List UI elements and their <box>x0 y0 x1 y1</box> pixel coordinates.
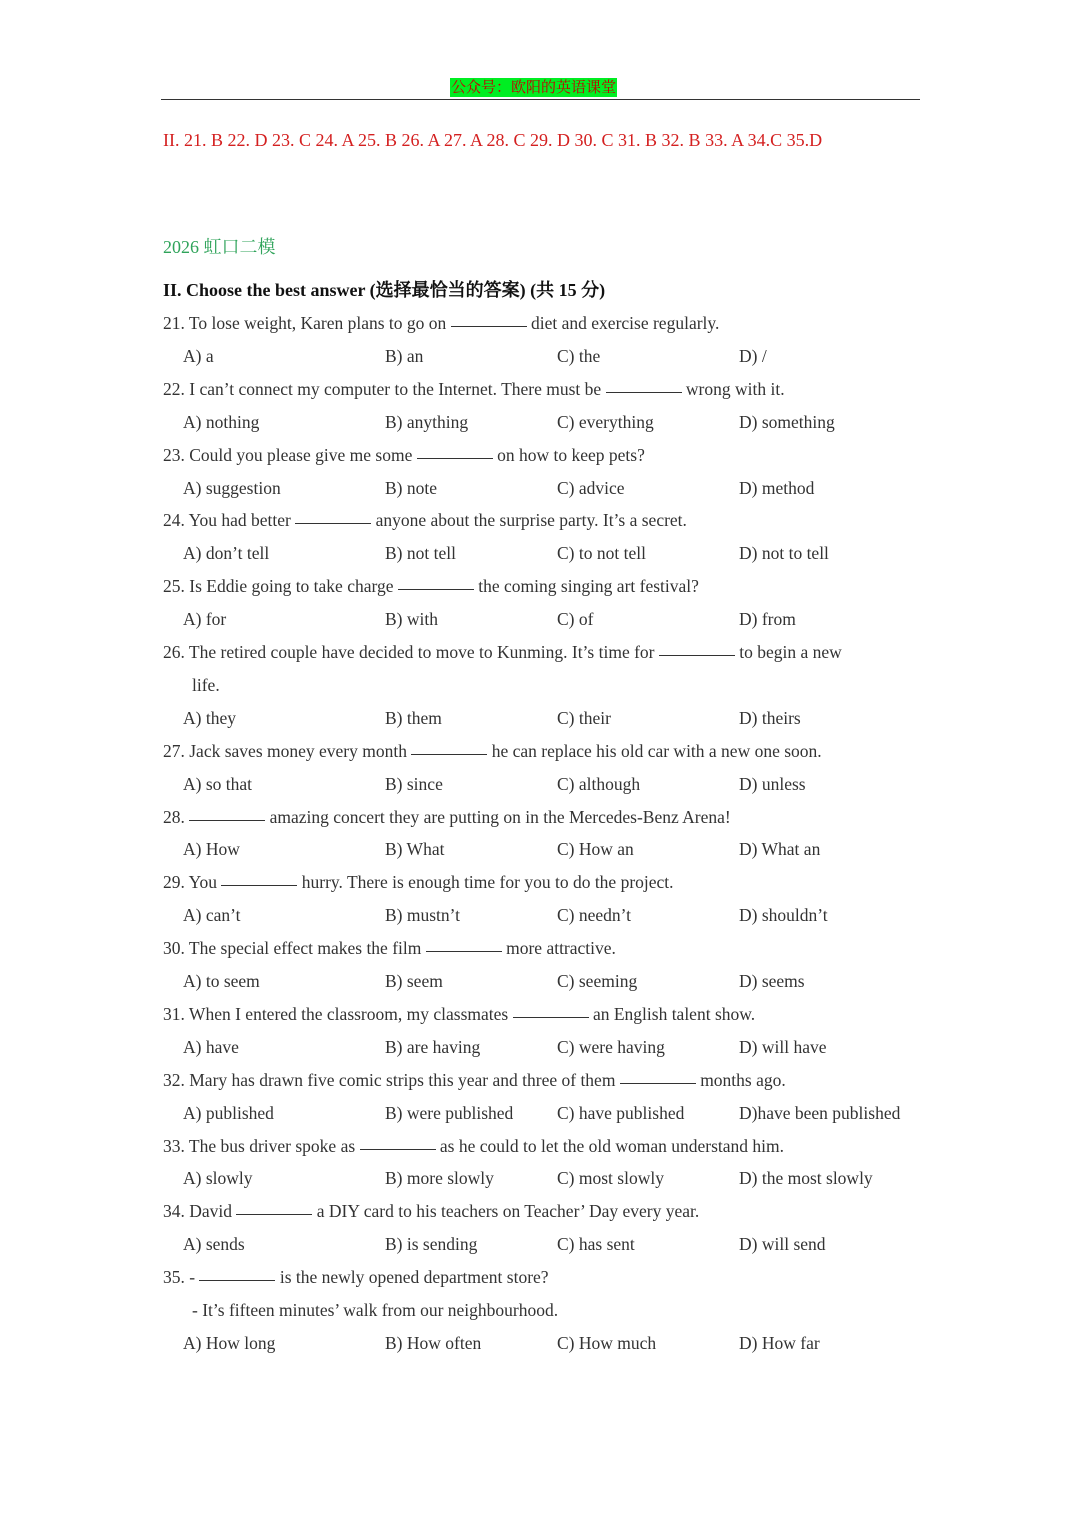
option-b: B) seem <box>385 971 443 991</box>
option-d: D) will have <box>739 1036 827 1057</box>
question-text: to begin a new <box>734 642 842 662</box>
option-d: D) What an <box>739 839 821 860</box>
question-text: 28. <box>163 806 190 827</box>
question-continuation: life. <box>192 674 220 695</box>
option-a: A) slowly <box>183 1168 253 1189</box>
option-d: D) theirs <box>739 707 801 728</box>
option-c: C) How much <box>557 1332 657 1353</box>
option-d: D) shouldn’t <box>739 905 828 926</box>
question-23 <box>163 445 645 466</box>
option-c: C) seeming <box>557 971 638 991</box>
question-31 <box>163 1004 755 1025</box>
option-a: A) a <box>183 345 214 366</box>
question-text: 27. Jack saves money every month <box>163 740 412 761</box>
question-text: 35. - <box>163 1267 200 1288</box>
option-b: B) How often <box>385 1332 482 1353</box>
question-34 <box>163 1201 699 1222</box>
option-b: B) with <box>385 609 438 630</box>
option-b: B) are having <box>385 1036 481 1057</box>
answer-blank <box>360 1148 436 1150</box>
option-b: B) note <box>385 477 438 498</box>
option-a: A) How long <box>183 1332 276 1353</box>
option-a: A) published <box>183 1102 274 1123</box>
option-a: A) so that <box>183 773 253 794</box>
question-22 <box>163 379 785 400</box>
option-a: A) suggestion <box>183 477 281 498</box>
answer-blank <box>513 1016 589 1018</box>
option-a: A) they <box>183 707 236 728</box>
question-text: the coming singing art festival? <box>473 576 699 597</box>
option-c: C) has sent <box>557 1234 635 1255</box>
option-b: B) an <box>385 345 424 366</box>
question-text: 22. I can’t connect my computer to the Internet. There must be <box>163 378 606 399</box>
question-text: 34. David <box>163 1201 237 1222</box>
question-33 <box>163 1136 784 1157</box>
option-c: C) to not tell <box>557 543 646 564</box>
question-text: is the newly opened department store? <box>275 1267 549 1288</box>
question-text: 30. The special effect makes the film <box>163 938 426 959</box>
option-c: C) advice <box>557 477 625 498</box>
question-text: an English talent show. <box>588 1003 756 1024</box>
option-a: A) to seem <box>183 971 260 991</box>
option-a: A) have <box>183 1036 239 1057</box>
question-30 <box>163 938 616 959</box>
question-text: 25. Is Eddie going to take charge <box>163 576 398 597</box>
option-b: B) mustn’t <box>385 905 461 926</box>
question-text: amazing concert they are putting on in the Mercedes-Benz Arena! <box>265 806 731 827</box>
option-a: A) How <box>183 839 240 860</box>
option-c: C) needn’t <box>557 905 632 926</box>
question-text: on how to keep pets? <box>492 444 645 465</box>
answer-key-line: II. 21. B 22. D 23. C 24. A 25. B 26. A 27. A 28. C 29. D 30. C 31. B 32. B 33. A 34.C 35.D <box>163 130 823 150</box>
section-title: 2026 虹口二模 <box>163 237 276 257</box>
option-d: D) / <box>739 345 767 366</box>
question-21 <box>163 313 719 334</box>
answer-blank <box>199 1279 275 1281</box>
answer-blank <box>620 1082 696 1084</box>
question-29 <box>163 872 674 893</box>
option-a: A) sends <box>183 1234 245 1255</box>
question-25 <box>163 576 699 597</box>
option-b: B) anything <box>385 411 469 432</box>
option-a: A) don’t tell <box>183 543 270 564</box>
option-b: B) them <box>385 707 442 728</box>
question-continuation: - It’s fifteen minutes’ walk from our neighbourhood. <box>192 1300 559 1320</box>
header-rule <box>161 99 920 100</box>
question-text: 33. The bus driver spoke as <box>163 1135 360 1156</box>
answer-blank <box>221 884 297 886</box>
option-c: C) everything <box>557 411 654 432</box>
option-d: D) method <box>739 477 815 498</box>
question-26 <box>163 642 842 663</box>
answer-blank <box>659 654 735 656</box>
question-text: wrong with it. <box>681 378 785 399</box>
question-text: months ago. <box>695 1069 786 1090</box>
answer-blank <box>236 1213 312 1215</box>
answer-blank <box>606 391 682 393</box>
option-b: B) more slowly <box>385 1168 494 1189</box>
question-text: hurry. There is enough time for you to do the project. <box>297 872 674 893</box>
option-d: D) will send <box>739 1234 826 1255</box>
question-text: diet and exercise regularly. <box>526 313 720 333</box>
option-d: D) How far <box>739 1332 820 1353</box>
question-35 <box>163 1267 549 1288</box>
section-heading: II. Choose the best answer (选择最恰当的答案) (共 15 分) <box>163 280 606 300</box>
option-a: A) nothing <box>183 411 260 432</box>
option-c: C) the <box>557 345 601 366</box>
option-c: C) although <box>557 773 641 794</box>
question-text: as he could to let the old woman understand him. <box>435 1135 785 1156</box>
option-c: C) of <box>557 609 594 630</box>
option-a: A) can’t <box>183 905 241 926</box>
question-text: 26. The retired couple have decided to move to Kunming. It’s time for <box>163 642 659 662</box>
option-b: B) What <box>385 839 445 860</box>
question-text: more attractive. <box>501 938 616 959</box>
answer-blank <box>426 950 502 952</box>
option-a: A) for <box>183 609 227 630</box>
question-24 <box>163 510 687 531</box>
option-b: B) were published <box>385 1102 514 1123</box>
option-d: D) from <box>739 609 796 630</box>
option-d: D)have been published <box>739 1102 901 1123</box>
option-c: C) were having <box>557 1036 665 1057</box>
answer-blank <box>189 819 265 821</box>
option-d: D) seems <box>739 971 805 991</box>
question-text: 23. Could you please give me some <box>163 444 417 465</box>
question-text: 29. You <box>163 872 222 893</box>
option-d: D) the most slowly <box>739 1168 873 1189</box>
option-c: C) How an <box>557 839 634 860</box>
question-text: 31. When I entered the classroom, my classmates <box>163 1003 513 1024</box>
option-b: B) not tell <box>385 543 456 564</box>
option-d: D) unless <box>739 773 806 794</box>
option-b: B) is sending <box>385 1234 478 1255</box>
answer-blank <box>398 588 474 590</box>
option-d: D) something <box>739 411 835 432</box>
question-text: 32. Mary has drawn five comic strips this year and three of them <box>163 1069 620 1090</box>
question-text: 21. To lose weight, Karen plans to go on <box>163 313 451 333</box>
option-c: C) most slowly <box>557 1168 664 1189</box>
question-32 <box>163 1070 786 1091</box>
header-label: 公众号：欧阳的英语课堂 <box>451 78 617 96</box>
question-text: 24. You had better <box>163 510 296 531</box>
question-text: he can replace his old car with a new one soon. <box>487 740 822 761</box>
answer-blank <box>451 325 527 327</box>
option-d: D) not to tell <box>739 543 829 564</box>
question-text: anyone about the surprise party. It’s a secret. <box>371 510 687 531</box>
answer-blank <box>417 457 493 459</box>
option-b: B) since <box>385 773 443 794</box>
answer-blank <box>411 753 487 755</box>
question-27 <box>163 741 822 762</box>
question-text: a DIY card to his teachers on Teacher’ Day every year. <box>312 1201 700 1222</box>
question-28 <box>163 807 731 828</box>
option-c: C) their <box>557 707 611 728</box>
option-c: C) have published <box>557 1102 685 1123</box>
answer-blank <box>295 522 371 524</box>
